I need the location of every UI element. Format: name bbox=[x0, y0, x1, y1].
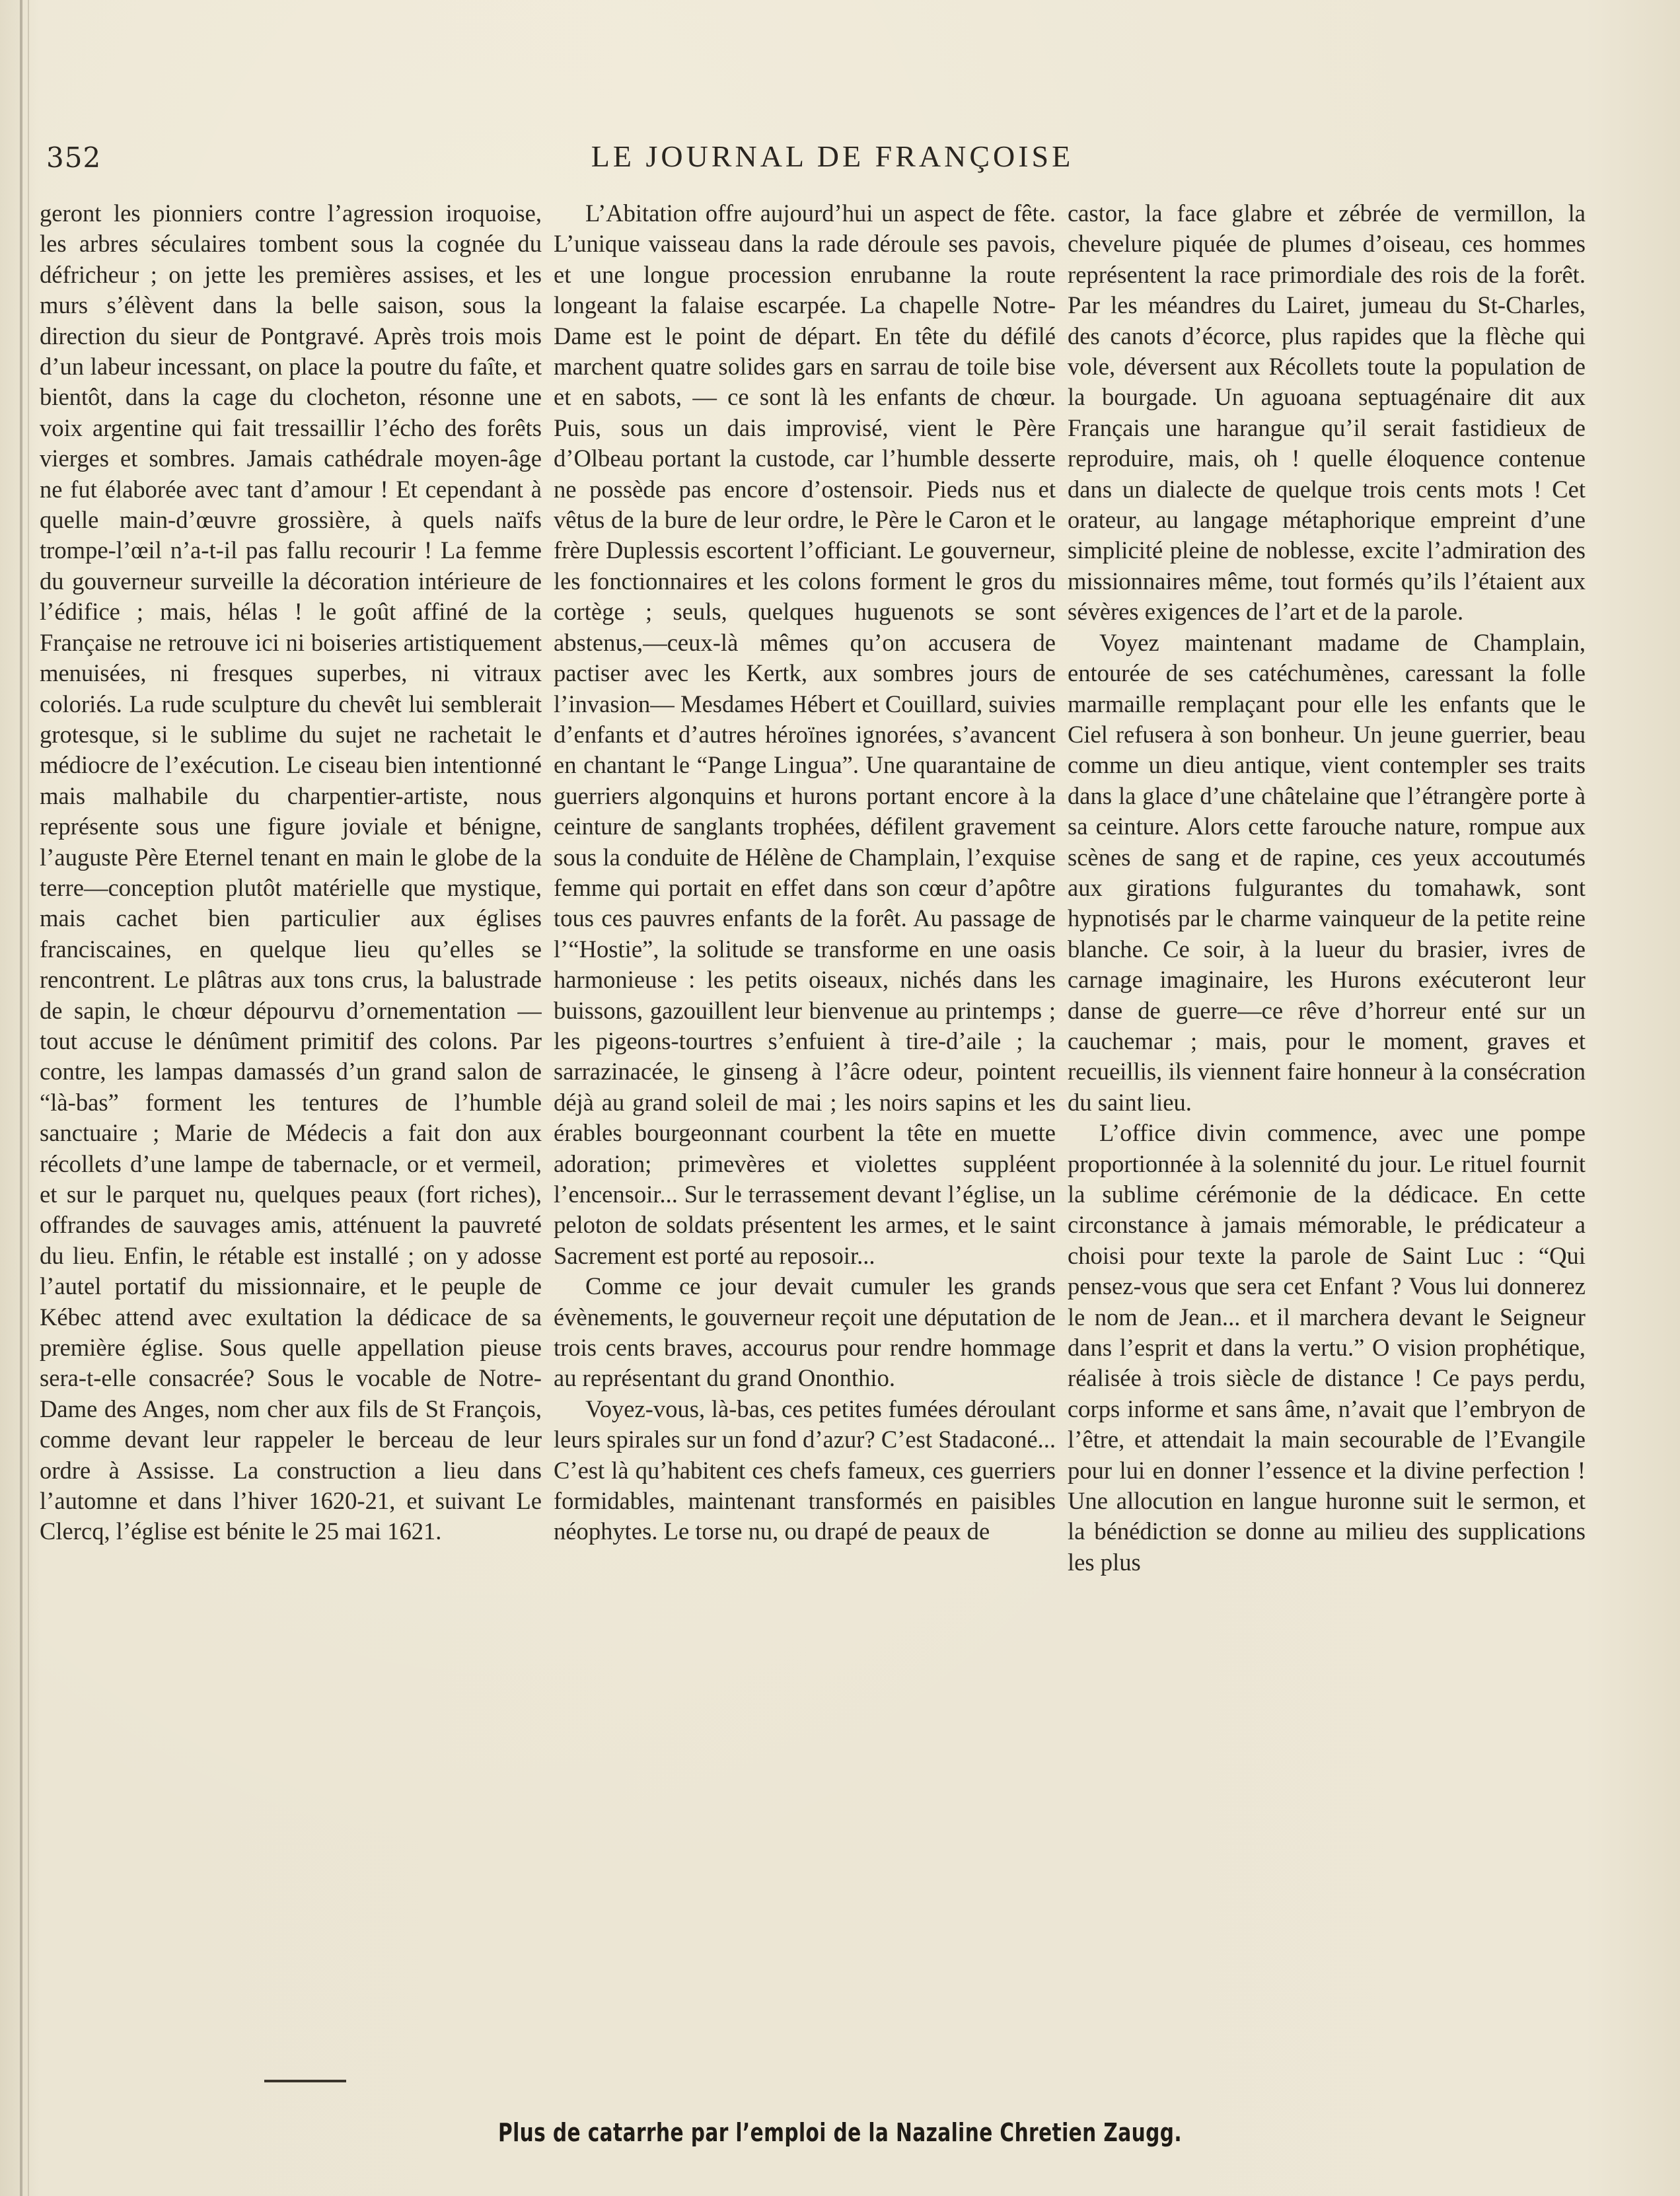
paragraph: geront les pionniers contre l’agression iroquoise, les arbres séculaires tombent sous la cognée du défricheur ; on jette les premières assises, et les murs s’élèvent dans la belle saison, sous la direction du sieur de Pontgravé. Après trois mois d’un labeur incessant, on place la poutre du faîte, et bientôt, dans la cage du clocheton, résonne une voix argentine qui fait tressaillir l’écho des forêts vierges et sombres. Jamais cathédrale moyen-âge ne fut élaborée avec tant d’amour ! Et cependant à quelle main-d’œuvre grossière, à quels naïfs trompe-l’œil n’a-t-il pas fallu recourir ! La femme du gouverneur surveille la décoration intérieure de l’édifice ; mais, hélas ! le goût affiné de la Française ne retrouve ici ni boiseries artistiquement menuisées, ni fresques superbes, ni vitraux coloriés. La rude sculpture du chevêt lui semblerait grotesque, si le sublime du sujet ne rachetait le médiocre de l’exécution. Le ciseau bien intentionné mais malhabile du charpentier-artiste, nous représente sous une figure joviale et bénigne, l’auguste Père Eternel tenant en main le globe de la terre—conception plutôt matérielle que mystique, mais cachet bien particulier aux églises franciscaines, en quelque lieu qu’elles se rencontrent. Le plâtras aux tons crus, la balustrade de sapin, le chœur dépourvu d’ornementation — tout accuse le dénûment primitif des colons. Par contre, les lampas damassés d’un grand salon de “là-bas” forment les tentures de l’humble sanctuaire ; Marie de Médecis a fait don aux récollets d’une lampe de tabernacle, or et vermeil, et sur le parquet nu, quelques peaux (fort riches), offrandes de sauvages amis, atténuent la pauvreté du lieu. Enfin, le rétable est installé ; on y adosse l’autel portatif du missionnaire, et le peuple de Kébec attend avec exultation la dédicace de sa première église. Sous quelle appellation pieuse sera-t-elle consacrée? Sous le vocable de Notre-Dame des Anges, nom cher aux fils de St François, comme devant leur rappeler le berceau de leur ordre à Assisse. La construction a lieu dans l’automne et dans l’hiver 1620-21, et suivant Le Clercq, l’église est bénite le 25 mai 1621. bbox=[40, 200, 542, 1545]
page-header bbox=[46, 139, 1619, 185]
article-end-rule bbox=[264, 2080, 346, 2082]
article-columns bbox=[40, 198, 1586, 2041]
paragraph: L’office divin commence, avec une pompe proportionnée à la solennité du jour. Le rituel fournit la sublime cérémonie de la dédicace. En cette circonstance à jamais mémorable, le prédicateur a choisi pour texte la parole de Saint Luc : “Qui pensez-vous que sera cet Enfant ? Vous lui donnerez le nom de Jean... et il marchera devant le Seigneur dans l’esprit et dans la vertu.” O vision prophétique, réalisée à trois siècle de distance ! Ce pays perdu, corps informe et sans âme, n’avait que l’embryon de l’être, et attendait la main secourable de l’Evangile pour lui en donner l’essence et la divine perfection ! Une allocution en langue huronne suit le sermon, et la bénédiction se donne au milieu des supplications les plus bbox=[1068, 1119, 1586, 1576]
advertisement-line: Plus de catarrhe par l’emploi de la Nazaline Chretien Zaugg. bbox=[497, 2118, 1182, 2147]
paragraph: Voyez maintenant madame de Champlain, entourée de ses catéchumènes, caressant la folle marmaille remplaçant pour elle les enfants que le Ciel refusera à son bonheur. Un jeune guerrier, beau comme un dieu antique, vient contempler ses traits dans la glace d’une châtelaine que l’étrangère porte à sa ceinture. Alors cette farouche nature, rompue aux scènes de sang et de rapine, ces yeux accoutumés aux girations fulgurantes du tomahawk, sont hypnotisés par le charme vainqueur de la petite reine blanche. Ce soir, à la lueur du brasier, ivres de carnage imaginaire, les Hurons exécuteront leur danse de guerre—ce rêve d’horreur enté sur un cauchemar ; mais, pour le moment, graves et recueillis, ils viennent faire honneur à la consécration du saint lieu. bbox=[1068, 628, 1586, 1116]
column-3 bbox=[1068, 198, 1586, 2041]
paragraph: Comme ce jour devait cumuler les grands évènements, le gouverneur reçoit une députation de trois cents braves, accourus pour rendre hommage au représentant du grand Ononthio. bbox=[554, 1272, 1056, 1392]
paragraph: castor, la face glabre et zébrée de vermillon, la chevelure piquée de plumes d’oiseau, ces hommes représentent la race primordiale des rois de la forêt. Par les méandres du Lairet, jumeau du St-Charles, des canots d’écorce, plus rapides que la flèche qui vole, déversent aux Récollets toute la population de la bourgade. Un aguoana septuagénaire dit aux Français une harangue qu’il serait fastidieux de reproduire, mais, oh ! quelle éloquence contenue dans un dialecte de quelque trois cents mots ! Cet orateur, au langage métaphorique empreint d’une simplicité pleine de noblesse, excite l’admiration des missionnaires même, tout formés qu’ils l’étaient aux sévères exigences de l’art et de la parole. bbox=[1068, 200, 1586, 626]
column-1 bbox=[40, 198, 542, 2041]
binding-margin-line bbox=[20, 0, 22, 2196]
page-number: 352 bbox=[46, 141, 102, 174]
column-2 bbox=[554, 198, 1056, 2041]
binding-margin-line-inner bbox=[28, 0, 29, 2196]
running-title: LE JOURNAL DE FRANÇOISE bbox=[591, 139, 1074, 173]
paragraph: Voyez-vous, là-bas, ces petites fumées déroulant leurs spirales sur un fond d’azur? C’est Stadaconé... C’est là qu’habitent ces chefs fameux, ces guerriers formidables, maintenant transformés en paisibles néophytes. Le torse nu, ou drapé de peaux de bbox=[554, 1395, 1056, 1545]
paragraph: L’Abitation offre aujourd’hui un aspect de fête. L’unique vaisseau dans la rade déroule ses pavois, et une longue procession enrubanne la route longeant la falaise escarpée. La chapelle Notre-Dame est le point de départ. En tête du défilé marchent quatre solides gars en sarrau de toile bise et en sabots, — ce sont là les enfants de chœur. Puis, sous un dais improvisé, vient le Père d’Olbeau portant la custode, car l’humble desserte ne possède pas encore d’ostensoir. Pieds nus et vêtus de la bure de leur ordre, le Père le Caron et le frère Duplessis escortent l’officiant. Le gouverneur, les fonctionnaires et les colons forment le gros du cortège ; seuls, quelques huguenots se sont abstenus,—ceux-là mêmes qu’on accusera de pactiser avec les Kertk, aux sombres jours de l’invasion— Mesdames Hébert et Couillard, suivies d’enfants et d’autres héroïnes ignorées, s’avancent en chantant le “Pange Lingua”. Une quarantaine de guerriers algonquins et hurons portant encore à la ceinture de sanglants trophées, défilent gravement sous la conduite de Hélène de Champlain, l’exquise femme qui portait en effet dans son cœur d’apôtre tous ces pauvres enfants de la forêt. Au passage de l’“Hostie”, la solitude se transforme en une oasis harmonieuse : les petits oiseaux, nichés dans les buissons, gazouillent leur bienvenue au printemps ; les pigeons-tourtres s’enfuient à tire-d’aile ; la sarrazinacée, le ginseng à l’âcre odeur, pointent déjà au grand soleil de mai ; les noirs sapins et les érables bourgeonnant courbent la tête en muette adoration; primevères et violettes suppléent l’encensoir... Sur le terrassement devant l’église, un peloton de soldats présentent les armes, et le saint Sacrement est porté au reposoir... bbox=[554, 200, 1056, 1269]
